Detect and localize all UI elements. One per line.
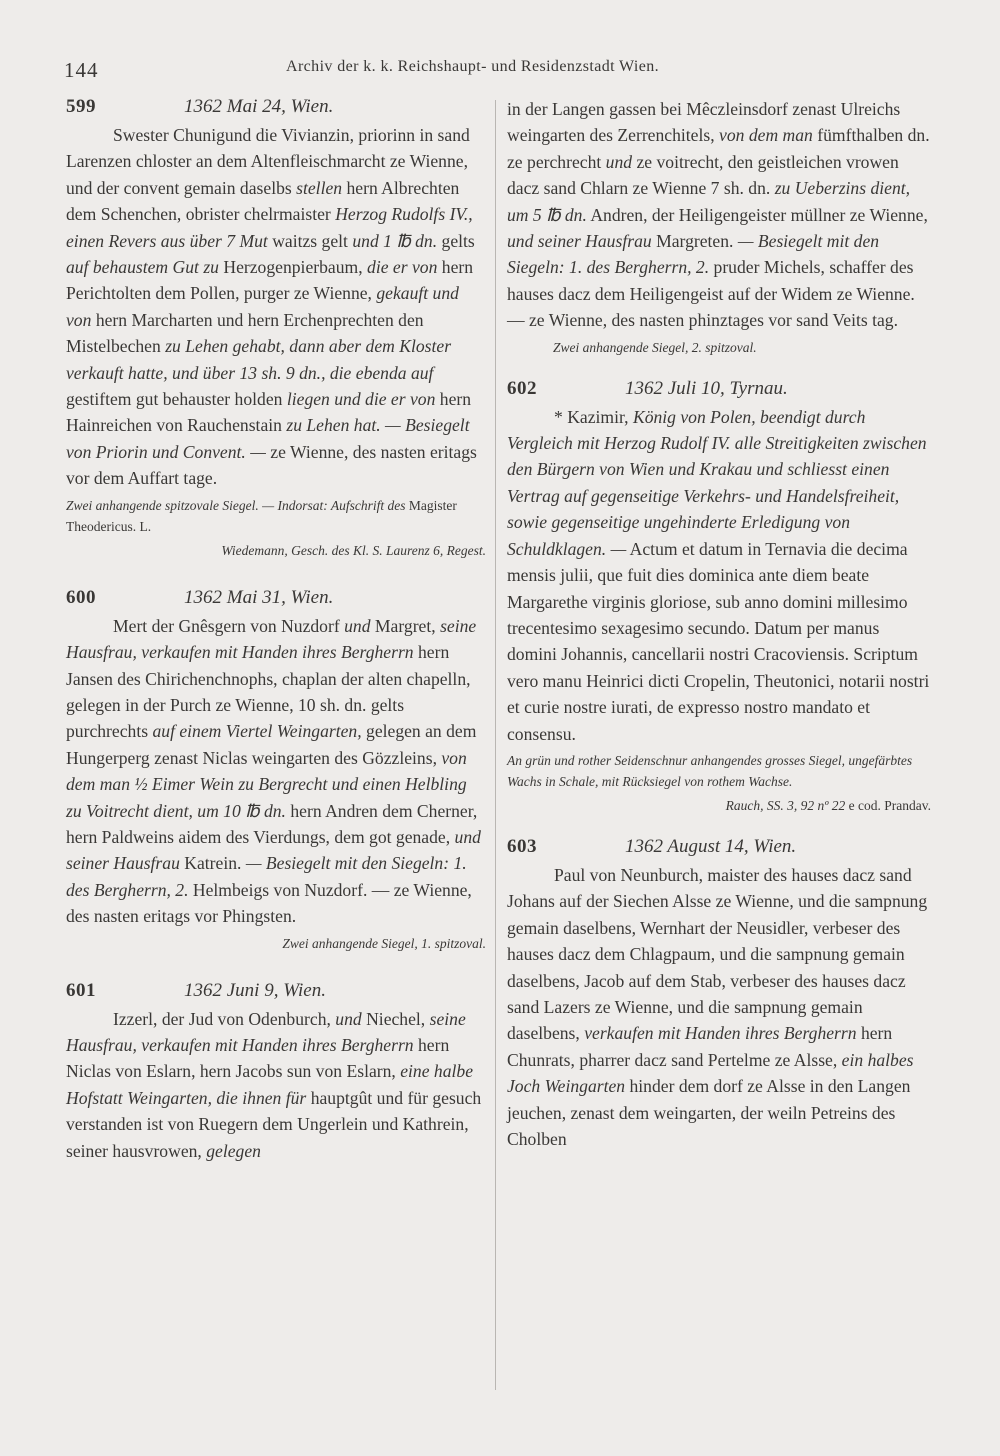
entry-number: 602 (507, 377, 537, 399)
column-divider (495, 100, 496, 1390)
entry-601 (66, 980, 486, 1164)
entry-date: 1362 Mai 31, Wien. (184, 586, 334, 608)
entry-number: 599 (66, 96, 96, 117)
entry-heading (66, 980, 486, 1006)
running-title: Archiv der k. k. Reichshaupt- und Residenzstadt Wien. (286, 58, 660, 75)
entry-note: Zwei anhangende Siegel, 1. spitzoval. (282, 935, 486, 951)
entry-reference: Wiedemann, Gesch. des Kl. S. Laurenz 6, Regest. (221, 542, 486, 558)
entry-text: * Kazimir, König von Polen, beendigt durch Vergleich mit Herzog Rudolf IV. alle Streitigkeiten zwischen den Bürgern von Wien und Krakau und schliesst einen Vertrag auf gegenseitige Verkehrs- und Handelsfreiheit, sowie gegenseitige ungehinderte Erledigung von Schuldklagen. — Actum et datum in Ternavia die decima mensis julii, que fuit dies dominica ante diem beate Margarethe virginis gloriose, sub anno domini millesimo trecentesimo sexagesimo secundo. Datum per manus domini Johannis, cancellarii nostri Cracoviensis. Scriptum vero manu Heinrici dicti Cropelin, Theutonici, notarii nostri et curie nostre iurati, de expresso nostro mandato et consensu. (507, 406, 930, 744)
entry-600 (66, 587, 486, 954)
entry-text: Paul von Neunburch, maister des hauses dacz sand Johans auf der Siechen Alsse ze Wienne, und die sampnung gemain daselbens, Wernhart der Neusidler, verbeser des hauses dacz dem Chlagpaum, und die sampnung gemain daselbens, Jacob auf dem Stab, verbeser des hauses dacz sand Lazers ze Wienne, und die sampnung gemain daselbens, verkaufen mit Handen ihres Bergherrn hern Chunrats, pharrer dacz sand Pertelme ze Alsse, ein halbes Joch Weingarten hinder dem dorf ze Alsse in den Langen jeuchen, zenast dem weingarten, der weiln Petreins des Cholben (507, 864, 928, 1149)
left-column (66, 96, 486, 1164)
entry-599 (66, 96, 486, 561)
entry-reference: Rauch, SS. 3, 92 nº 22 e cod. Prandav. (725, 797, 931, 813)
right-column (507, 96, 931, 1152)
entry-number: 603 (507, 835, 537, 857)
entry-date: 1362 Juli 10, Tyrnau. (625, 377, 788, 399)
entry-heading (66, 587, 486, 613)
entry-601-continued (507, 96, 931, 358)
entry-note: Zwei anhangende spitzovale Siegel. — Indorsat: Aufschrift des Magister Theodericus. L. (66, 497, 457, 534)
entry-number: 600 (66, 586, 96, 608)
entry-text: Mert der Gnêsgern von Nuzdorf und Margret, seine Hausfrau, verkaufen mit Handen ihres Bergherrn hern Jansen des Chirichenchnophs, chaplan der alten chapelln, gelegen in der Purch ze Wienne, 10 sh. dn. gelts purchrechts auf einem Viertel Weingarten, gelegen an dem Hungerperg zenast Niclas weingarten des Gözzleins, von dem man ½ Eimer Wein zu Bergrecht und einen Helbling zu Voitrecht dient, um 10 ℔ dn. hern Andren dem Cherner, hern Paldweins aidem des Vierdungs, dem got genade, und seiner Hausfrau Katrein. — Besiegelt mit den Siegeln: 1. des Bergherrn, 2. Helmbeigs von Nuzdorf. — ze Wienne, des nasten eritags vor Phingsten. (66, 615, 481, 927)
entry-date: 1362 August 14, Wien. (625, 835, 797, 857)
entry-note: Zwei anhangende Siegel, 2. spitzoval. (553, 339, 757, 355)
entry-603 (507, 836, 931, 1152)
entry-heading (507, 836, 931, 862)
entry-heading (507, 378, 931, 404)
entry-text: Izzerl, der Jud von Odenburch, und Niechel, seine Hausfrau, verkaufen mit Handen ihres Bergherrn hern Niclas von Eslarn, hern Jacobs sun von Eslarn, eine halbe Hofstatt Weingarten, die ihnen für hauptgût und für gesuch verstanden ist von Ruegern dem Ungerlein und Kathrein, seiner hausvrowen, gelegen (66, 1008, 482, 1161)
entry-text: Swester Chunigund die Vivianzin, priorinn in sand Larenzen chloster an dem Altenfleischmarcht ze Wienne, und der convent gemain daselbs stellen hern Albrechten dem Schenchen, obrister chelrmaister Herzog Rudolfs IV., einen Revers aus über 7 Mut waitzs gelt und 1 ℔ dn. gelts auf behaustem Gut zu Herzogenpierbaum, die er von hern Perichtolten dem Pollen, purger ze Wienne, gekauft und von hern Marcharten und hern Erchenprechten den Mistelbechen zu Lehen gehabt, dann aber dem Kloster verkauft hatte, und über 13 sh. 9 dn., die ebenda auf gestiftem gut behauster holden liegen und die er von hern Hainreichen von Rauchenstain zu Lehen hat. — Besiegelt von Priorin und Convent. — ze Wienne, des nasten eritags vor dem Auffart tage. (66, 125, 477, 489)
entry-text: in der Langen gassen bei Mêczleinsdorf zenast Ulreichs weingarten des Zerrenchitels, von dem man fümfthalben dn. ze perchrecht und ze voitrecht, den geistleichen vrowen dacz sand Chlarn ze Wienne 7 sh. dn. zu Ueberzins dient, um 5 ℔ dn. Andren, der Heiligengeister müllner ze Wienne, und seiner Hausfrau Margreten. — Besiegelt mit den Siegeln: 1. des Bergherrn, 2. pruder Michels, schaffer des hauses dacz dem Heiligengeist auf der Widem ze Wienne. — ze Wienne, des nasten phinztages vor sand Veits tag. (507, 99, 930, 331)
page-header (0, 58, 1000, 82)
entry-heading (66, 96, 486, 122)
entry-602 (507, 378, 931, 816)
entry-date: 1362 Juni 9, Wien. (184, 979, 326, 1001)
entry-number: 601 (66, 979, 96, 1001)
entry-date: 1362 Mai 24, Wien. (184, 96, 334, 117)
entry-note: An grün und rother Seidenschnur anhangendes grosses Siegel, ungefärbtes Wachs in Schale, mit Rücksiegel von rothem Wachse. (507, 752, 913, 789)
page-number: 144 (64, 58, 99, 82)
